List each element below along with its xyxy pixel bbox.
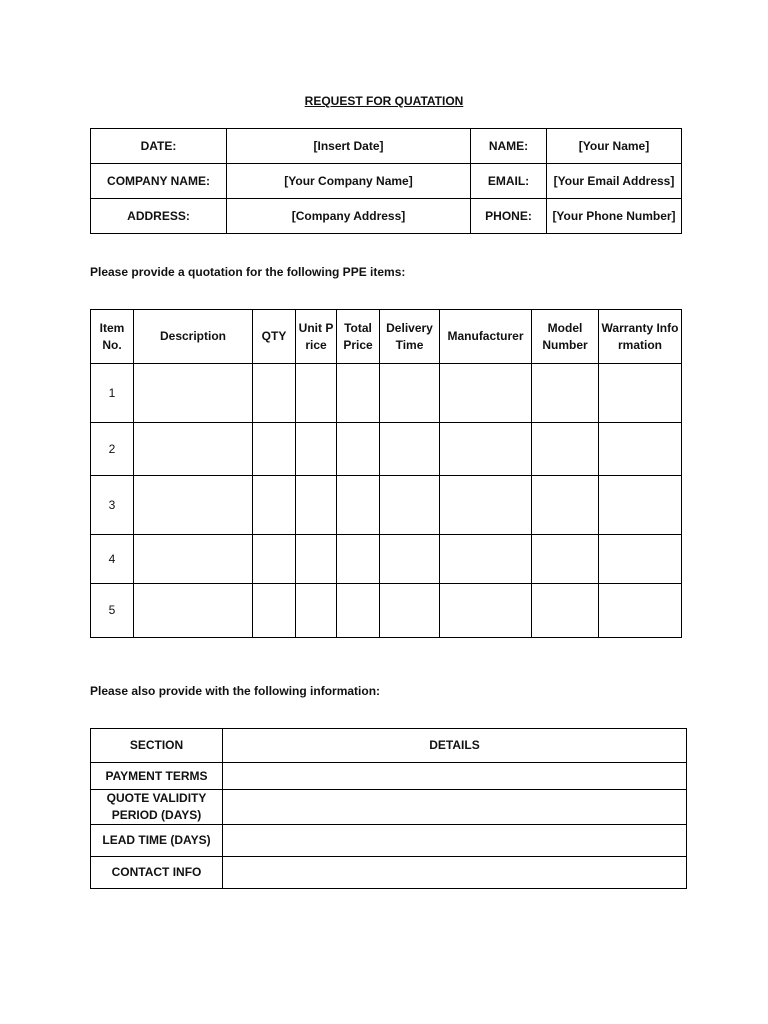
delivery-time-cell[interactable] [380, 423, 440, 476]
table-row [91, 790, 687, 825]
delivery-time-cell[interactable] [380, 364, 440, 423]
date-value[interactable]: [Insert Date] [227, 129, 471, 164]
manufacturer-cell[interactable] [440, 476, 532, 535]
total-price-cell[interactable] [337, 535, 380, 584]
table-row [91, 584, 682, 638]
phone-value[interactable]: [Your Phone Number] [547, 199, 682, 234]
payment-terms-label: PAYMENT TERMS [91, 763, 223, 790]
description-cell[interactable] [134, 476, 253, 535]
phone-label: PHONE: [471, 199, 547, 234]
qty-cell[interactable] [253, 476, 296, 535]
manufacturer-cell[interactable] [440, 423, 532, 476]
unit-price-cell[interactable] [296, 423, 337, 476]
additional-info-table [90, 728, 687, 889]
model-number-cell[interactable] [532, 584, 599, 638]
header-delivery-time: Delivery Time [380, 310, 440, 364]
payment-terms-details[interactable] [223, 763, 687, 790]
table-row [91, 857, 687, 889]
address-label: ADDRESS: [91, 199, 227, 234]
name-label: NAME: [471, 129, 547, 164]
delivery-time-cell[interactable] [380, 584, 440, 638]
table-row [91, 763, 687, 790]
manufacturer-cell[interactable] [440, 584, 532, 638]
header-manufacturer: Manufacturer [440, 310, 532, 364]
description-cell[interactable] [134, 423, 253, 476]
items-intro-text: Please provide a quotation for the following PPE items: [90, 265, 406, 279]
warranty-cell[interactable] [599, 476, 682, 535]
section-header: SECTION [91, 729, 223, 763]
unit-price-cell[interactable] [296, 535, 337, 584]
warranty-cell[interactable] [599, 584, 682, 638]
warranty-cell[interactable] [599, 364, 682, 423]
warranty-cell[interactable] [599, 535, 682, 584]
item-number: 2 [91, 423, 134, 476]
total-price-cell[interactable] [337, 584, 380, 638]
email-label: EMAIL: [471, 164, 547, 199]
qty-cell[interactable] [253, 423, 296, 476]
quote-validity-details[interactable] [223, 790, 687, 825]
qty-cell[interactable] [253, 364, 296, 423]
unit-price-cell[interactable] [296, 476, 337, 535]
contact-info-details[interactable] [223, 857, 687, 889]
item-number: 3 [91, 476, 134, 535]
requester-info-table [90, 128, 682, 234]
table-row [91, 476, 682, 535]
item-number: 4 [91, 535, 134, 584]
company-name-label: COMPANY NAME: [91, 164, 227, 199]
unit-price-cell[interactable] [296, 364, 337, 423]
warranty-cell[interactable] [599, 423, 682, 476]
qty-cell[interactable] [253, 584, 296, 638]
model-number-cell[interactable] [532, 423, 599, 476]
delivery-time-cell[interactable] [380, 476, 440, 535]
header-unit-price: Unit Price [296, 310, 337, 364]
name-value[interactable]: [Your Name] [547, 129, 682, 164]
item-number: 1 [91, 364, 134, 423]
email-value[interactable]: [Your Email Address] [547, 164, 682, 199]
model-number-cell[interactable] [532, 535, 599, 584]
date-label: DATE: [91, 129, 227, 164]
total-price-cell[interactable] [337, 476, 380, 535]
item-number: 5 [91, 584, 134, 638]
delivery-time-cell[interactable] [380, 535, 440, 584]
description-cell[interactable] [134, 364, 253, 423]
header-qty: QTY [253, 310, 296, 364]
table-row [91, 535, 682, 584]
manufacturer-cell[interactable] [440, 535, 532, 584]
info-intro-text: Please also provide with the following information: [90, 684, 381, 698]
contact-info-label: CONTACT INFO [91, 857, 223, 889]
header-item-no: Item No. [91, 310, 134, 364]
address-value[interactable]: [Company Address] [227, 199, 471, 234]
header-description: Description [134, 310, 253, 364]
manufacturer-cell[interactable] [440, 364, 532, 423]
description-cell[interactable] [134, 535, 253, 584]
unit-price-cell[interactable] [296, 584, 337, 638]
header-total-price: Total Price [337, 310, 380, 364]
qty-cell[interactable] [253, 535, 296, 584]
details-header: DETAILS [223, 729, 687, 763]
terms-header-row [91, 729, 687, 763]
quote-validity-label: QUOTE VALIDITY PERIOD (DAYS) [91, 790, 223, 825]
table-row [91, 423, 682, 476]
model-number-cell[interactable] [532, 364, 599, 423]
total-price-cell[interactable] [337, 364, 380, 423]
description-cell[interactable] [134, 584, 253, 638]
header-warranty-information: Warranty Information [599, 310, 682, 364]
company-name-value[interactable]: [Your Company Name] [227, 164, 471, 199]
ppe-items-table [90, 309, 682, 638]
lead-time-details[interactable] [223, 825, 687, 857]
total-price-cell[interactable] [337, 423, 380, 476]
table-row [91, 825, 687, 857]
document-title: REQUEST FOR QUATATION [304, 94, 464, 108]
items-header-row [91, 310, 682, 364]
lead-time-label: LEAD TIME (DAYS) [91, 825, 223, 857]
table-row [91, 364, 682, 423]
header-model-number: Model Number [532, 310, 599, 364]
model-number-cell[interactable] [532, 476, 599, 535]
